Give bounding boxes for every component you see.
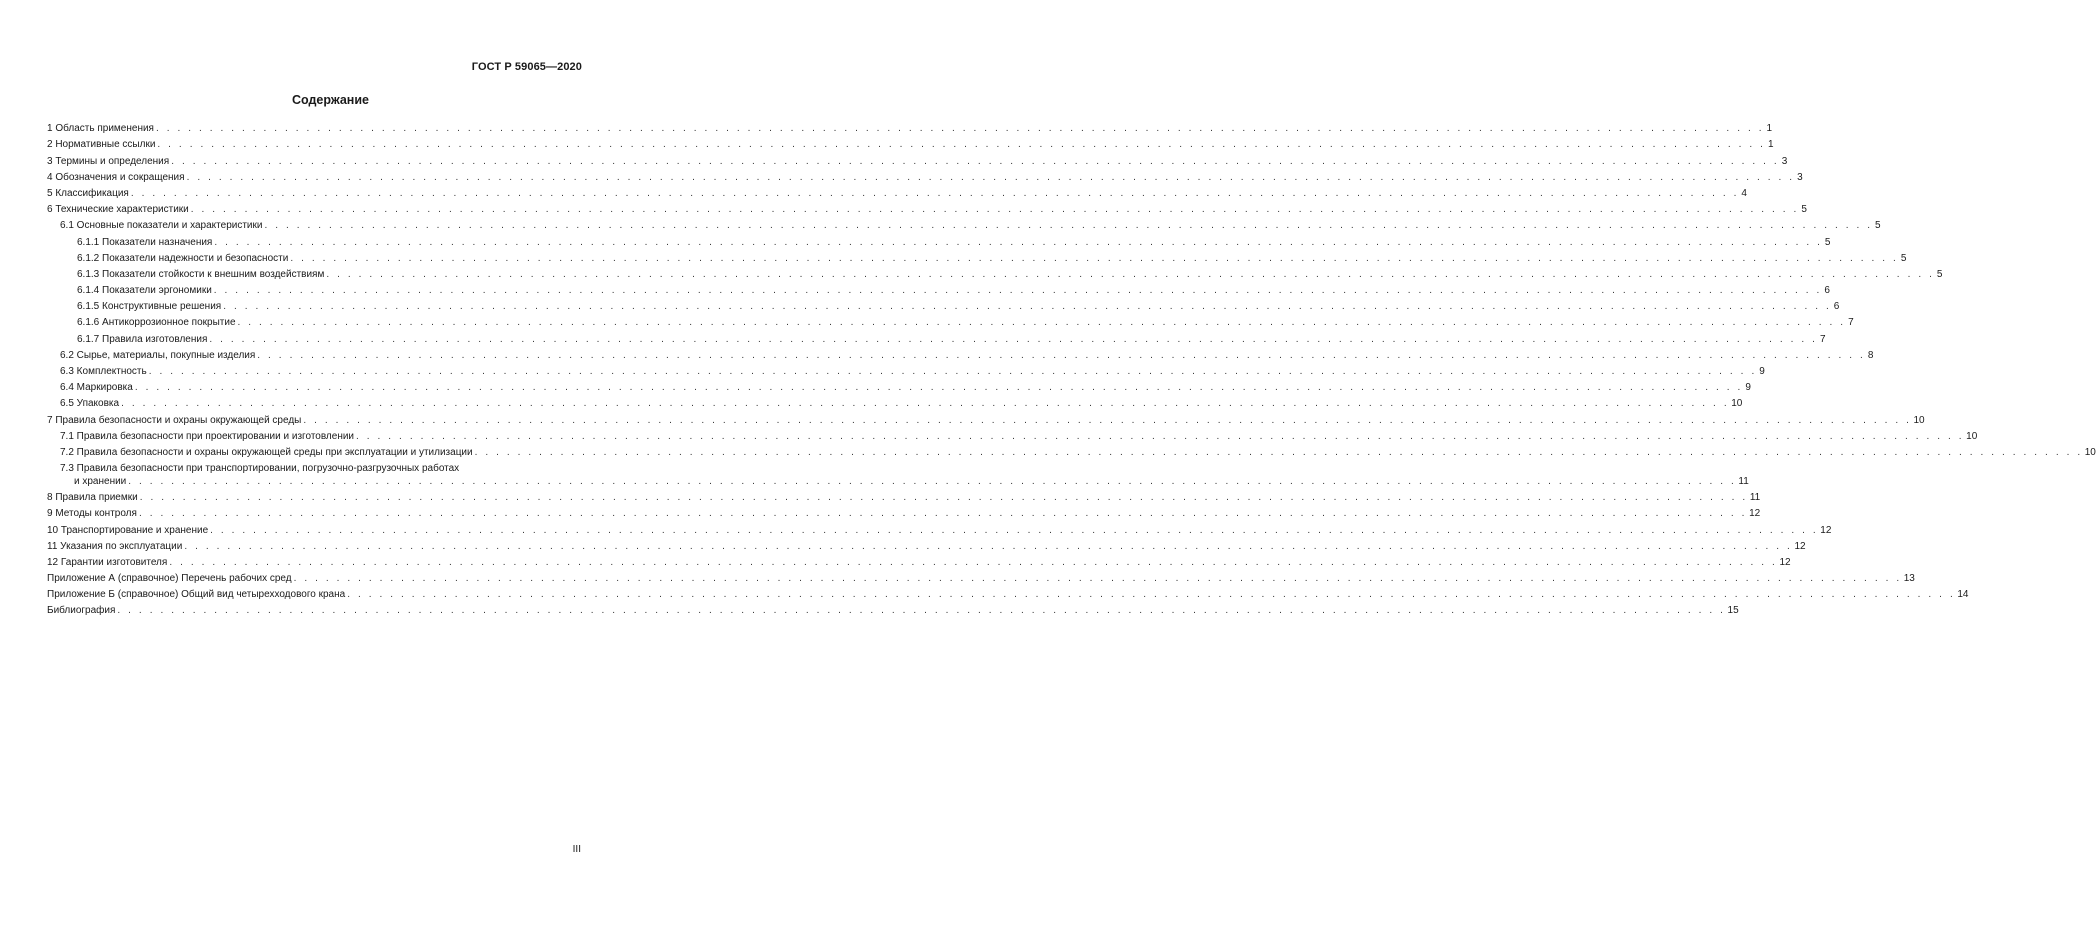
- toc-entry[interactable]: [47, 427, 1978, 443]
- toc-entry-page: 6: [1824, 285, 1830, 297]
- dot-leader: . . . . . . . . . . . . . . . . . . . . . . . . . . . . . . . . . . . . . . . . . . . . . . . . . . . . . . . . . . . . . . . . . . . . . . . . . . . . . . . . . . . . . . . . . . . . . . . . . . . . . . . . . . . . . . . . . . . . . . . . . . . . . . . . . . . . . . . . . . . . . . . . . . . . . .: [121, 398, 1730, 410]
- toc-entry-page: 3: [1781, 155, 1788, 167]
- table-of-contents: [47, 119, 2096, 617]
- toc-entry[interactable]: [47, 394, 1743, 410]
- toc-entry[interactable]: [47, 119, 1773, 135]
- toc-entry-page: 3: [1797, 171, 1803, 183]
- toc-entry-page: 12: [1779, 556, 1791, 568]
- toc-entry-page: 10: [1913, 414, 1925, 426]
- toc-entry[interactable]: [47, 459, 1749, 488]
- toc-entry[interactable]: [47, 553, 1791, 569]
- toc-entry-page: 12: [1820, 524, 1832, 536]
- toc-entry-page: 9: [1745, 382, 1751, 394]
- toc-entry-page: 8: [1867, 349, 1874, 361]
- toc-entry[interactable]: [47, 200, 1807, 216]
- dot-leader: . . . . . . . . . . . . . . . . . . . . . . . . . . . . . . . . . . . . . . . . . . . . . . . . . . . . . . . . . . . . . . . . . . . . . . . . . . . . . . . . . . . . . . . . . . . . . . . . . . . . . . . . . . . . . . . . . . . . . . . . . . . . . . . . . . . . . . . . . . . . . . . . . . . . . .: [326, 268, 1935, 280]
- dot-leader: . . . . . . . . . . . . . . . . . . . . . . . . . . . . . . . . . . . . . . . . . . . . . . . . . . . . . . . . . . . . . . . . . . . . . . . . . . . . . . . . . . . . . . . . . . . . . . . . . . . . . . . . . . . . . . . . . . . . . . . . . . . . . . . . . . . . . . . . . . . . . . . . . . . . . .: [184, 540, 1793, 552]
- toc-entry-label: 10 Транспортирование и хранение: [47, 524, 209, 536]
- dot-leader: . . . . . . . . . . . . . . . . . . . . . . . . . . . . . . . . . . . . . . . . . . . . . . . . . . . . . . . . . . . . . . . . . . . . . . . . . . . . . . . . . . . . . . . . . . . . . . . . . . . . . . . . . . . . . . . . . . . . . . . . . . . . . . . . . . . . . . . . . . . . . . . . . . . . . .: [134, 382, 1743, 394]
- toc-entry-label: 12 Гарантии изготовителя: [47, 556, 168, 568]
- toc-entry[interactable]: [47, 265, 1943, 281]
- toc-entry-label: 7.3 Правила безопасности при транспортировании, погрузочно-разгрузочных работах: [60, 462, 460, 474]
- toc-entry[interactable]: [47, 601, 1739, 617]
- toc-entry-page: 10: [1731, 398, 1743, 410]
- toc-entry[interactable]: [47, 297, 1840, 313]
- toc-entry-label: 7.2 Правила безопасности и охраны окружающей среды при эксплуатации и утилизации: [60, 446, 473, 458]
- toc-entry-page: 5: [1936, 268, 1943, 280]
- toc-entry-label: Приложение А (справочное) Перечень рабочих сред: [47, 573, 292, 585]
- dot-leader: . . . . . . . . . . . . . . . . . . . . . . . . . . . . . . . . . . . . . . . . . . . . . . . . . . . . . . . . . . . . . . . . . . . . . . . . . . . . . . . . . . . . . . . . . . . . . . . . . . . . . . . . . . . . . . . . . . . . . . . . . . . . . . . . . . . . . . . . . . . . . . . . . . . . . .: [117, 605, 1726, 617]
- dot-leader: . . . . . . . . . . . . . . . . . . . . . . . . . . . . . . . . . . . . . . . . . . . . . . . . . . . . . . . . . . . . . . . . . . . . . . . . . . . . . . . . . . . . . . . . . . . . . . . . . . . . . . . . . . . . . . . . . . . . . . . . . . . . . . . . . . . . . . . . . . . . . . . . . . . . . .: [130, 187, 1739, 199]
- toc-entry[interactable]: [47, 313, 1854, 329]
- toc-entry-page: 9: [1759, 366, 1765, 377]
- dot-leader: . . . . . . . . . . . . . . . . . . . . . . . . . . . . . . . . . . . . . . . . . . . . . . . . . . . . . . . . . . . . . . . . . . . . . . . . . . . . . . . . . . . . . . . . . . . . . . . . . . . . . . . . . . . . . . . . . . . . . . . . . . . . . . . . . . . . . . . . . . . . . . . . . . . . . .: [148, 366, 1757, 377]
- dot-leader: . . . . . . . . . . . . . . . . . . . . . . . . . . . . . . . . . . . . . . . . . . . . . . . . . . . . . . . . . . . . . . . . . . . . . . . . . . . . . . . . . . . . . . . . . . . . . . . . . . . . . . . . . . . . . . . . . . . . . . . . . . . . . . . . . . . . . . . . . . . . . . . . . . . . . .: [293, 573, 1902, 585]
- dot-leader: . . . . . . . . . . . . . . . . . . . . . . . . . . . . . . . . . . . . . . . . . . . . . . . . . . . . . . . . . . . . . . . . . . . . . . . . . . . . . . . . . . . . . . . . . . . . . . . . . . . . . . . . . . . . . . . . . . . . . . . . . . . . . . . . . . . . . . . . . . . . . . . . . . . . . .: [209, 333, 1818, 345]
- toc-entry[interactable]: [47, 168, 1803, 184]
- toc-entry[interactable]: [47, 346, 1874, 362]
- toc-entry-page: 1: [1766, 123, 1773, 135]
- toc-entry-page: 12: [1749, 508, 1761, 520]
- page-number: III: [572, 844, 581, 855]
- toc-entry[interactable]: [47, 184, 1747, 200]
- toc-entry-label: 4 Обозначения и сокращения: [47, 171, 185, 183]
- toc-entry-page: 14: [1957, 589, 1969, 601]
- page-header-doc-id: ГОСТ Р 59065—2020: [471, 61, 582, 73]
- toc-entry-page: 4: [1741, 187, 1747, 199]
- toc-entry[interactable]: [47, 329, 1826, 345]
- toc-entry[interactable]: [47, 151, 1788, 167]
- toc-entry-label: 6.4 Маркировка: [60, 382, 133, 394]
- dot-leader: . . . . . . . . . . . . . . . . . . . . . . . . . . . . . . . . . . . . . . . . . . . . . . . . . . . . . . . . . . . . . . . . . . . . . . . . . . . . . . . . . . . . . . . . . . . . . . . . . . . . . . . . . . . . . . . . . . . . . . . . . . . . . . . . . . . . . . . . . . . . . . . . . . . . . .: [213, 285, 1822, 297]
- dot-leader: . . . . . . . . . . . . . . . . . . . . . . . . . . . . . . . . . . . . . . . . . . . . . . . . . . . . . . . . . . . . . . . . . . . . . . . . . . . . . . . . . . . . . . . . . . . . . . . . . . . . . . . . . . . . . . . . . . . . . . . . . . . . . . . . . . . . . . . . . . . . . . . . . . . . . .: [139, 492, 1748, 504]
- toc-entry-label: 5 Классификация: [47, 187, 129, 199]
- toc-entry[interactable]: [47, 569, 1915, 585]
- toc-entry-label: 2 Нормативные ссылки: [47, 139, 156, 151]
- toc-entry-page: 6: [1833, 301, 1840, 313]
- toc-entry-label: 6.1.7 Правила изготовления: [77, 333, 208, 345]
- toc-entry-label: 8 Правила приемки: [47, 492, 138, 504]
- toc-entry-label: Приложение Б (справочное) Общий вид четырехходового крана: [47, 589, 346, 601]
- toc-entry-page: 7: [1819, 333, 1826, 345]
- toc-entry[interactable]: [47, 488, 1761, 504]
- toc-entry[interactable]: [47, 362, 1765, 378]
- toc-entry[interactable]: [47, 378, 1751, 394]
- dot-leader: . . . . . . . . . . . . . . . . . . . . . . . . . . . . . . . . . . . . . . . . . . . . . . . . . . . . . . . . . . . . . . . . . . . . . . . . . . . . . . . . . . . . . . . . . . . . . . . . . . . . . . . . . . . . . . . . . . . . . . . . . . . . . . . . . . . . . . . . . . . . . . . . . . . . . .: [157, 139, 1766, 151]
- toc-entry[interactable]: [47, 504, 1761, 520]
- toc-entry[interactable]: [47, 281, 1830, 297]
- dot-leader: . . . . . . . . . . . . . . . . . . . . . . . . . . . . . . . . . . . . . . . . . . . . . . . . . . . . . . . . . . . . . . . . . . . . . . . . . . . . . . . . . . . . . . . . . . . . . . . . . . . . . . . . . . . . . . . . . . . . . . . . . . . . . . . . . . . . . . . . . . . . . . . . . . . . . .: [303, 414, 1912, 426]
- dot-leader: . . . . . . . . . . . . . . . . . . . . . . . . . . . . . . . . . . . . . . . . . . . . . . . . . . . . . . . . . . . . . . . . . . . . . . . . . . . . . . . . . . . . . . . . . . . . . . . . . . . . . . . . . . . . . . . . . . . . . . . . . . . . . . . . . . . . . . . . . . . . . . . . . . . . . .: [257, 349, 1866, 361]
- toc-entry-page: 11: [1738, 475, 1749, 487]
- dot-leader: . . . . . . . . . . . . . . . . . . . . . . . . . . . . . . . . . . . . . . . . . . . . . . . . . . . . . . . . . . . . . . . . . . . . . . . . . . . . . . . . . . . . . . . . . . . . . . . . . . . . . . . . . . . . . . . . . . . . . . . . . . . . . . . . . . . . . . . . . . . . . . . . . . . . . .: [190, 204, 1799, 216]
- dot-leader: . . . . . . . . . . . . . . . . . . . . . . . . . . . . . . . . . . . . . . . . . . . . . . . . . . . . . . . . . . . . . . . . . . . . . . . . . . . . . . . . . . . . . . . . . . . . . . . . . . . . . . . . . . . . . . . . . . . . . . . . . . . . . . . . . . . . . . . . . . . . . . . . . . . . . .: [223, 301, 1832, 313]
- dot-leader: . . . . . . . . . . . . . . . . . . . . . . . . . . . . . . . . . . . . . . . . . . . . . . . . . . . . . . . . . . . . . . . . . . . . . . . . . . . . . . . . . . . . . . . . . . . . . . . . . . . . . . . . . . . . . . . . . . . . . . . . . . . . . . . . . . . . . . . . . . . . . . . . . . . . . .: [347, 589, 1956, 601]
- dot-leader: . . . . . . . . . . . . . . . . . . . . . . . . . . . . . . . . . . . . . . . . . . . . . . . . . . . . . . . . . . . . . . . . . . . . . . . . . . . . . . . . . . . . . . . . . . . . . . . . . . . . . . . . . . . . . . . . . . . . . . . . . . . . . . . . . . . . . . . . . . . . . . . . . . . . . .: [214, 236, 1823, 248]
- toc-entry[interactable]: [47, 410, 1925, 426]
- toc-entry-label: 7.1 Правила безопасности при проектировании и изготовлении: [60, 430, 355, 442]
- toc-entry-label: Библиография: [47, 605, 116, 617]
- toc-entry-label: 6.1.3 Показатели стойкости к внешним воздействиям: [77, 268, 325, 280]
- toc-entry-label: 6.2 Сырье, материалы, покупные изделия: [60, 349, 256, 361]
- toc-entry[interactable]: [47, 232, 1831, 248]
- toc-entry-page: 10: [1966, 430, 1978, 442]
- dot-leader: . . . . . . . . . . . . . . . . . . . . . . . . . . . . . . . . . . . . . . . . . . . . . . . . . . . . . . . . . . . . . . . . . . . . . . . . . . . . . . . . . . . . . . . . . . . . . . . . . . . . . . . . . . . . . . . . . . . . . . . . . . . . . . . . . . . . . . . . . . . . . . . . . . . . . .: [237, 317, 1846, 329]
- toc-entry-page: 13: [1903, 573, 1915, 585]
- toc-entry-page: 5: [1824, 236, 1831, 248]
- toc-entry-page: 5: [1875, 220, 1881, 232]
- dot-leader: . . . . . . . . . . . . . . . . . . . . . . . . . . . . . . . . . . . . . . . . . . . . . . . . . . . . . . . . . . . . . . . . . . . . . . . . . . . . . . . . . . . . . . . . . . . . . . . . . . . . . . . . . . . . . . . . . . . . . . . . . . . . . . . . . . . . . . . . . . . . . . . . . . . . . .: [264, 220, 1873, 232]
- toc-entry-label: 6.1.2 Показатели надежности и безопасности: [77, 252, 289, 264]
- toc-entry-label: 1 Область применения: [47, 123, 154, 135]
- toc-entry-label: 3 Термины и определения: [47, 155, 170, 167]
- toc-entry[interactable]: [47, 520, 1832, 536]
- dot-leader: . . . . . . . . . . . . . . . . . . . . . . . . . . . . . . . . . . . . . . . . . . . . . . . . . . . . . . . . . . . . . . . . . . . . . . . . . . . . . . . . . . . . . . . . . . . . . . . . . . . . . . . . . . . . . . . . . . . . . . . . . . . . . . . . . . . . . . . . . . . . . . . . . . . . . .: [138, 508, 1748, 520]
- toc-entry[interactable]: [47, 216, 1881, 232]
- dot-leader: . . . . . . . . . . . . . . . . . . . . . . . . . . . . . . . . . . . . . . . . . . . . . . . . . . . . . . . . . . . . . . . . . . . . . . . . . . . . . . . . . . . . . . . . . . . . . . . . . . . . . . . . . . . . . . . . . . . . . . . . . . . . . . . . . . . . . . . . . . . . . . . . . . . . . .: [171, 155, 1780, 167]
- toc-entry-label: 6.1.6 Антикоррозионное покрытие: [77, 317, 236, 329]
- toc-entry-page: 5: [1801, 204, 1807, 216]
- dot-leader: . . . . . . . . . . . . . . . . . . . . . . . . . . . . . . . . . . . . . . . . . . . . . . . . . . . . . . . . . . . . . . . . . . . . . . . . . . . . . . . . . . . . . . . . . . . . . . . . . . . . . . . . . . . . . . . . . . . . . . . . . . . . . . . . . . . . . . . . . . . . . . . . . . . . . .: [128, 475, 1737, 487]
- toc-entry-label: 6.1.5 Конструктивные решения: [77, 301, 222, 313]
- toc-entry[interactable]: [47, 443, 2096, 459]
- dot-leader: . . . . . . . . . . . . . . . . . . . . . . . . . . . . . . . . . . . . . . . . . . . . . . . . . . . . . . . . . . . . . . . . . . . . . . . . . . . . . . . . . . . . . . . . . . . . . . . . . . . . . . . . . . . . . . . . . . . . . . . . . . . . . . . . . . . . . . . . . . . . . . . . . . . . . .: [210, 524, 1819, 536]
- toc-entry-page: 5: [1900, 252, 1907, 264]
- toc-entry-label: 6.3 Комплектность: [60, 366, 147, 377]
- toc-entry-label: 6.1.1 Показатели назначения: [77, 236, 213, 248]
- toc-title: Содержание: [291, 93, 369, 107]
- dot-leader: . . . . . . . . . . . . . . . . . . . . . . . . . . . . . . . . . . . . . . . . . . . . . . . . . . . . . . . . . . . . . . . . . . . . . . . . . . . . . . . . . . . . . . . . . . . . . . . . . . . . . . . . . . . . . . . . . . . . . . . . . . . . . . . . . . . . . . . . . . . . . . . . . . . . . .: [356, 430, 1965, 442]
- toc-entry[interactable]: [47, 249, 1907, 265]
- toc-entry-label: 6.1 Основные показатели и характеристики: [60, 220, 263, 232]
- toc-entry-page: 12: [1794, 540, 1806, 552]
- toc-entry-label-continued: и хранении: [74, 475, 127, 487]
- toc-entry[interactable]: [47, 537, 1806, 553]
- dot-leader: . . . . . . . . . . . . . . . . . . . . . . . . . . . . . . . . . . . . . . . . . . . . . . . . . . . . . . . . . . . . . . . . . . . . . . . . . . . . . . . . . . . . . . . . . . . . . . . . . . . . . . . . . . . . . . . . . . . . . . . . . . . . . . . . . . . . . . . . . . . . . . . . . . . . . .: [186, 171, 1795, 183]
- toc-entry-page: 11: [1749, 492, 1761, 504]
- toc-entry-page: 10: [2084, 446, 2096, 458]
- toc-entry-page: 1: [1767, 139, 1774, 151]
- toc-entry-label: 9 Методы контроля: [47, 508, 137, 520]
- toc-entry[interactable]: [47, 135, 1774, 151]
- toc-entry[interactable]: [47, 585, 1969, 601]
- toc-entry-label: 6 Технические характеристики: [47, 204, 189, 216]
- dot-leader: . . . . . . . . . . . . . . . . . . . . . . . . . . . . . . . . . . . . . . . . . . . . . . . . . . . . . . . . . . . . . . . . . . . . . . . . . . . . . . . . . . . . . . . . . . . . . . . . . . . . . . . . . . . . . . . . . . . . . . . . . . . . . . . . . . . . . . . . . . . . . . . . . . . . . .: [169, 556, 1778, 568]
- toc-entry-label: 6.1.4 Показатели эргономики: [77, 285, 212, 297]
- toc-entry-label: 6.5 Упаковка: [60, 398, 120, 410]
- toc-entry-label: 7 Правила безопасности и охраны окружающей среды: [47, 414, 302, 426]
- toc-entry-page: 15: [1727, 605, 1739, 617]
- toc-entry-label: 11 Указания по эксплуатации: [47, 540, 183, 552]
- toc-entry-page: 7: [1848, 317, 1854, 329]
- dot-leader: . . . . . . . . . . . . . . . . . . . . . . . . . . . . . . . . . . . . . . . . . . . . . . . . . . . . . . . . . . . . . . . . . . . . . . . . . . . . . . . . . . . . . . . . . . . . . . . . . . . . . . . . . . . . . . . . . . . . . . . . . . . . . . . . . . . . . . . . . . . . . . . . . . . . . .: [290, 252, 1899, 264]
- dot-leader: . . . . . . . . . . . . . . . . . . . . . . . . . . . . . . . . . . . . . . . . . . . . . . . . . . . . . . . . . . . . . . . . . . . . . . . . . . . . . . . . . . . . . . . . . . . . . . . . . . . . . . . . . . . . . . . . . . . . . . . . . . . . . . . . . . . . . . . . . . . . . . . . . . . . . .: [474, 446, 2083, 458]
- dot-leader: . . . . . . . . . . . . . . . . . . . . . . . . . . . . . . . . . . . . . . . . . . . . . . . . . . . . . . . . . . . . . . . . . . . . . . . . . . . . . . . . . . . . . . . . . . . . . . . . . . . . . . . . . . . . . . . . . . . . . . . . . . . . . . . . . . . . . . . . . . . . . . . . . . . . . .: [155, 123, 1765, 135]
